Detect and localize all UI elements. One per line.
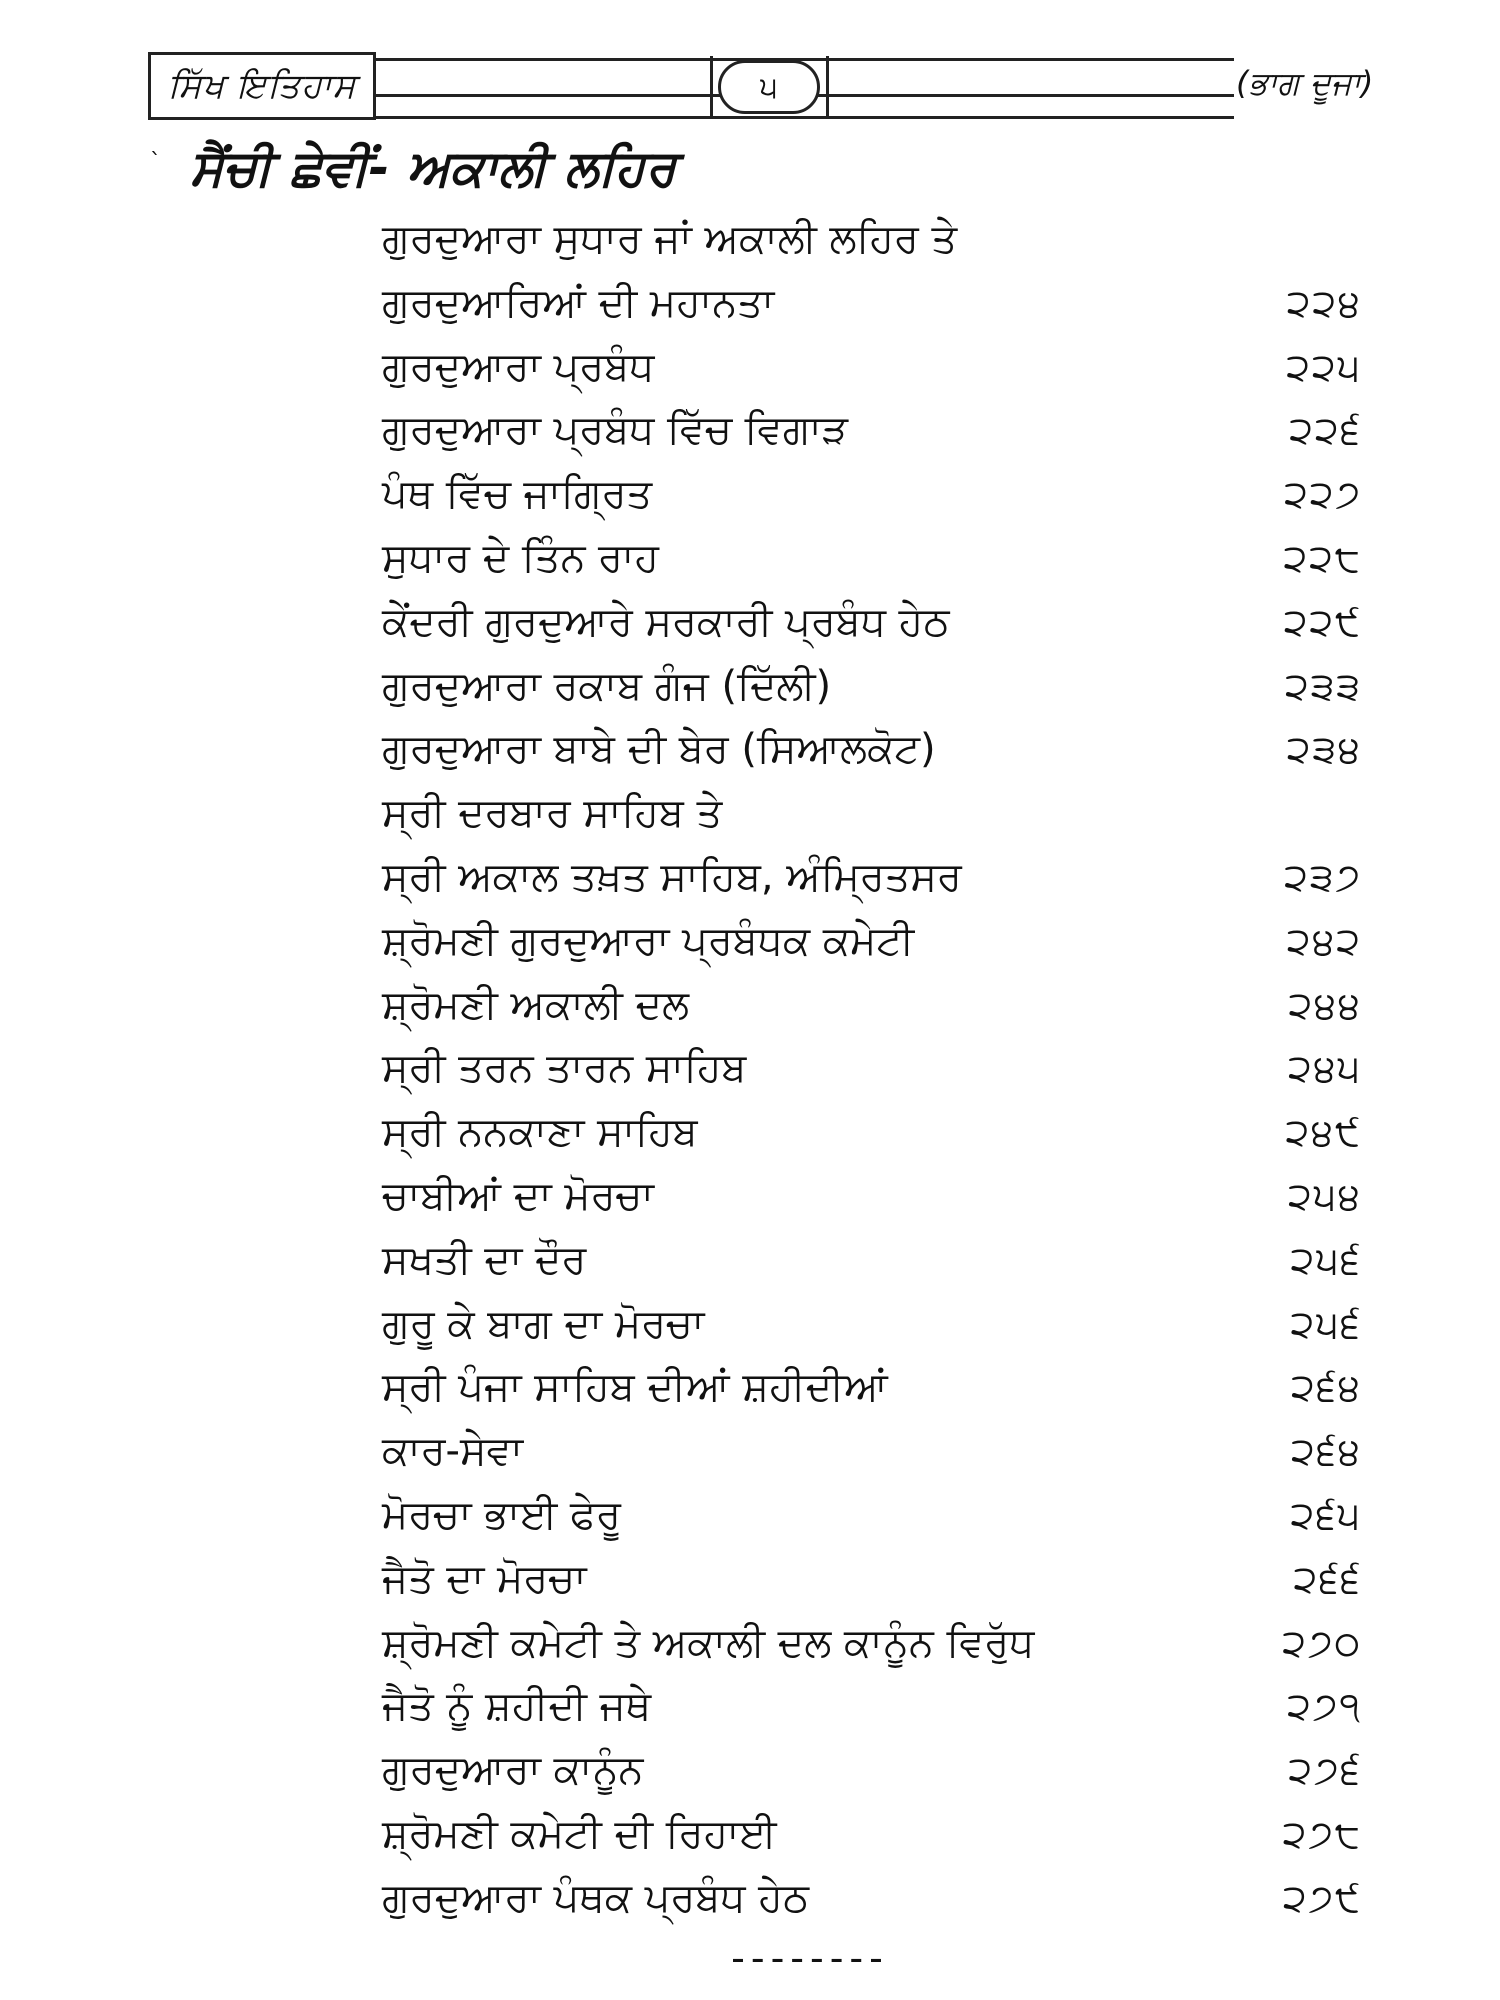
toc-page: ੨੪੯	[1285, 1110, 1362, 1155]
toc-page: ੨੭੬	[1288, 1748, 1362, 1793]
toc-row	[382, 1229, 1362, 1293]
end-mark: --------	[731, 1936, 889, 1980]
toc-row	[382, 591, 1362, 655]
toc-title: ਸ੍ਰੀ ਦਰਬਾਰ ਸਾਹਿਬ ਤੇ	[382, 790, 723, 837]
toc-title: ਜੈਤੋ ਨੂੰ ਸ਼ਹੀਦੀ ਜਥੇ	[382, 1683, 652, 1730]
toc-row	[382, 1165, 1362, 1229]
toc-row	[382, 272, 1362, 336]
toc-title: ਕੇਂਦਰੀ ਗੁਰਦੁਆਰੇ ਸਰਕਾਰੀ ਪ੍ਰਬੰਧ ਹੇਠ	[382, 598, 950, 645]
header-rule	[376, 58, 1234, 61]
toc-row	[382, 1867, 1362, 1931]
header-divider	[710, 56, 713, 118]
toc-title: ਗੁਰਦੁਆਰਾ ਪ੍ਰਬੰਧ	[382, 343, 655, 390]
part-label: (ਭਾਗ ਦੂਜਾ)	[1236, 63, 1374, 102]
toc-page: ੨੨੯	[1283, 599, 1362, 644]
toc-title: ਚਾਬੀਆਂ ਦਾ ਮੋਰਚਾ	[382, 1172, 654, 1219]
toc-row	[382, 1612, 1362, 1676]
toc-page: ੨੨੬	[1289, 408, 1362, 453]
toc-page: ੨੭੦	[1282, 1620, 1362, 1665]
table-of-contents	[382, 208, 1362, 1931]
toc-page: ੨੬੬	[1293, 1556, 1362, 1601]
toc-row	[382, 399, 1362, 463]
toc-page: ੨੫੬	[1290, 1301, 1362, 1346]
toc-title: ਮੋਰਚਾ ਭਾਈ ਫੇਰੂ	[382, 1491, 621, 1538]
toc-page: ੨੫੬	[1290, 1237, 1362, 1282]
toc-page: ੨੨੪	[1286, 280, 1362, 325]
toc-page: ੨੬੪	[1291, 1365, 1362, 1410]
book-title: ਸਿੱਖ ਇਤਿਹਾਸ	[148, 52, 376, 120]
toc-row	[382, 463, 1362, 527]
toc-page: ੨੬੫	[1290, 1492, 1362, 1537]
header-rule	[376, 116, 1234, 119]
toc-title: ਸ਼੍ਰੋਮਣੀ ਕਮੇਟੀ ਤੇ ਅਕਾਲੀ ਦਲ ਕਾਨੂੰਨ ਵਿਰੁੱਧ	[382, 1619, 1035, 1666]
toc-row	[382, 782, 1362, 846]
header-divider	[826, 56, 829, 118]
toc-title: ਸ਼੍ਰੋਮਣੀ ਕਮੇਟੀ ਦੀ ਰਿਹਾਈ	[382, 1810, 777, 1857]
toc-title: ਗੁਰਦੁਆਰਾ ਰਕਾਬ ਗੰਜ (ਦਿੱਲੀ)	[382, 662, 832, 709]
toc-row	[382, 336, 1362, 400]
toc-row	[382, 1293, 1362, 1357]
toc-row	[382, 1037, 1362, 1101]
tick-mark: `	[150, 150, 161, 175]
toc-title: ਸ੍ਰੀ ਨਨਕਾਣਾ ਸਾਹਿਬ	[382, 1109, 698, 1156]
toc-title: ਸ੍ਰੀ ਤਰਨ ਤਾਰਨ ਸਾਹਿਬ	[382, 1045, 747, 1092]
toc-page: ੨੬੪	[1291, 1429, 1362, 1474]
toc-title: ਸ਼੍ਰੋਮਣੀ ਅਕਾਲੀ ਦਲ	[382, 981, 689, 1028]
toc-title: ਸੁਧਾਰ ਦੇ ਤਿੰਨ ਰਾਹ	[382, 534, 659, 581]
toc-page: ੨੩੭	[1284, 854, 1362, 899]
toc-title: ਗੁਰਦੁਆਰਾ ਕਾਨੂੰਨ	[382, 1747, 644, 1794]
toc-title: ਗੁਰਦੁਆਰਾ ਪ੍ਰਬੰਧ ਵਿੱਚ ਵਿਗਾੜ	[382, 407, 848, 454]
toc-page: ੨੩੩	[1285, 663, 1362, 708]
toc-title: ਸਖਤੀ ਦਾ ਦੌਰ	[382, 1236, 587, 1283]
toc-row	[382, 1101, 1362, 1165]
toc-page: ੨੭੮	[1282, 1811, 1362, 1856]
toc-page: ੨੩੪	[1286, 727, 1362, 772]
toc-title: ਗੁਰਦੁਆਰਿਆਂ ਦੀ ਮਹਾਨਤਾ	[382, 279, 775, 326]
toc-row	[382, 1675, 1362, 1739]
toc-page: ੨੪੪	[1288, 982, 1362, 1027]
toc-page: ੨੪੨	[1286, 918, 1362, 963]
toc-title: ਪੰਥ ਵਿੱਚ ਜਾਗ੍ਰਿਤ	[382, 471, 653, 518]
toc-page: ੨੨੮	[1283, 535, 1362, 580]
toc-title: ਗੁਰਦੁਆਰਾ ਸੁਧਾਰ ਜਾਂ ਅਕਾਲੀ ਲਹਿਰ ਤੇ	[382, 216, 958, 262]
toc-row	[382, 1548, 1362, 1612]
toc-row	[382, 1803, 1362, 1867]
toc-page: ੨੫੪	[1288, 1173, 1362, 1218]
toc-title: ਜੈਤੋ ਦਾ ਮੋਰਚਾ	[382, 1555, 587, 1602]
toc-title: ਸ੍ਰੀ ਪੰਜਾ ਸਾਹਿਬ ਦੀਆਂ ਸ਼ਹੀਦੀਆਂ	[382, 1364, 888, 1411]
toc-page: ੨੨੫	[1286, 344, 1362, 389]
toc-title: ਗੁਰਦੁਆਰਾ ਪੰਥਕ ਪ੍ਰਬੰਧ ਹੇਠ	[382, 1874, 810, 1921]
toc-row	[382, 718, 1362, 782]
toc-page: ੨੭੧	[1287, 1684, 1362, 1729]
chapter-title: ਸੈਂਚੀ ਛੇਵੀਂ- ਅਕਾਲੀ ਲਹਿਰ	[190, 138, 677, 197]
page-header	[0, 0, 1500, 130]
toc-title: ਸ੍ਰੀ ਅਕਾਲ ਤਖ਼ਤ ਸਾਹਿਬ, ਅੰਮ੍ਰਿਤਸਰ	[382, 853, 962, 900]
toc-row	[382, 846, 1362, 910]
toc-title: ਗੁਰਦੁਆਰਾ ਬਾਬੇ ਦੀ ਬੇਰ (ਸਿਆਲਕੋਟ)	[382, 726, 936, 773]
toc-page: ੨੨੭	[1284, 472, 1362, 517]
toc-row	[382, 527, 1362, 591]
toc-row	[382, 1356, 1362, 1420]
toc-title: ਕਾਰ-ਸੇਵਾ	[382, 1428, 524, 1475]
toc-title: ਗੁਰੂ ਕੇ ਬਾਗ ਦਾ ਮੋਰਚਾ	[382, 1300, 705, 1347]
toc-title: ਸ਼੍ਰੋਮਣੀ ਗੁਰਦੁਆਰਾ ਪ੍ਰਬੰਧਕ ਕਮੇਟੀ	[382, 917, 915, 964]
toc-row	[382, 910, 1362, 974]
toc-row	[382, 1739, 1362, 1803]
toc-row	[382, 208, 1362, 272]
toc-row	[382, 1420, 1362, 1484]
toc-row	[382, 974, 1362, 1038]
page-number: ੫	[718, 60, 820, 114]
toc-page: ੨੪੫	[1288, 1046, 1362, 1091]
toc-row	[382, 1484, 1362, 1548]
toc-row	[382, 655, 1362, 719]
toc-page: ੨੭੯	[1282, 1875, 1362, 1920]
